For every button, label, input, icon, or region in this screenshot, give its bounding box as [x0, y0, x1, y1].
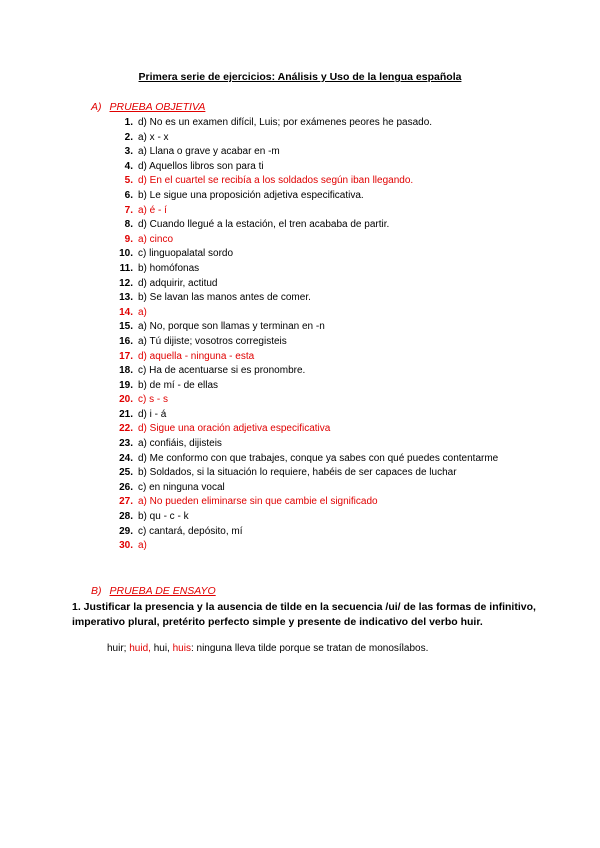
list-item: [100, 174, 520, 189]
list-item: [100, 350, 520, 365]
list-item: [100, 218, 520, 233]
item-answer: a) No, porque son llamas y terminan en -n: [138, 321, 325, 333]
essay-answer-1: [107, 643, 428, 654]
item-answer: d) Me conformo con que trabajes, conque ya sabes con qué puedes contentarme: [138, 452, 499, 464]
list-item: [100, 495, 520, 510]
section-b-heading: [91, 585, 216, 597]
item-number: 11.: [119, 262, 133, 274]
section-a-label: PRUEBA OBJETIVA: [109, 101, 206, 113]
answer-explanation: : ninguna lleva tilde porque se tratan de monosílabos.: [190, 643, 429, 654]
item-number: 12.: [119, 277, 133, 289]
list-item: [100, 233, 520, 248]
item-answer: c) en ninguna vocal: [138, 481, 225, 493]
list-item: [100, 393, 520, 408]
item-number: 2.: [124, 131, 133, 143]
item-answer: b) Se lavan las manos antes de comer.: [138, 292, 311, 304]
section-b-letter: B): [91, 585, 102, 597]
answer-word-huis: huis: [172, 643, 191, 654]
item-number: 16.: [119, 335, 133, 347]
item-answer: c) Ha de acentuarse si es pronombre.: [138, 365, 306, 377]
item-answer: d) Sigue una oración adjetiva especificativa: [138, 423, 331, 435]
item-answer: d) No es un examen difícil, Luis; por exámenes peores he pasado.: [138, 117, 433, 128]
item-number: 10.: [119, 248, 133, 260]
item-number: 26.: [119, 481, 133, 493]
item-number: 23.: [119, 438, 133, 450]
list-item: [100, 204, 520, 219]
item-number: 8.: [124, 219, 133, 231]
answer-list: [100, 116, 520, 554]
item-number: 1.: [124, 117, 133, 128]
item-number: 29.: [119, 525, 133, 537]
list-item: [100, 364, 520, 379]
list-item: [100, 160, 520, 175]
item-answer: c) cantará, depósito, mí: [138, 525, 243, 537]
list-item: [100, 335, 520, 350]
list-item: [100, 437, 520, 452]
list-item: [100, 247, 520, 262]
answer-word-huid: huid,: [129, 643, 151, 654]
list-item: [100, 116, 520, 131]
item-number: 17.: [119, 350, 133, 362]
item-answer: a) Llana o grave y acabar en -m: [138, 146, 280, 158]
list-item: [100, 539, 520, 554]
item-number: 25.: [119, 467, 133, 479]
section-a-letter: A): [91, 101, 102, 113]
item-answer: d) Aquellos libros son para ti: [138, 160, 264, 172]
item-answer: d) Cuando llegué a la estación, el tren acababa de partir.: [138, 219, 390, 231]
essay-question-1: 1. Justificar la presencia y la ausencia de tilde en la secuencia /ui/ de las formas de infinitivo, imperativo plural, pretérito perfecto simple y presente de indicativo del verbo huir.: [72, 601, 536, 628]
item-answer: a): [138, 540, 147, 552]
item-answer: a) confiáis, dijisteis: [138, 438, 222, 450]
item-number: 21.: [119, 408, 133, 420]
list-item: [100, 510, 520, 525]
item-answer: b) de mí - de ellas: [138, 379, 219, 391]
list-item: [100, 481, 520, 496]
item-number: 5.: [124, 175, 133, 187]
item-answer: b) qu - c - k: [138, 511, 189, 523]
list-item: [100, 131, 520, 146]
item-answer: a) x - x: [138, 131, 169, 143]
item-answer: d) i - á: [138, 408, 167, 420]
item-answer: a) é - í: [138, 204, 167, 216]
item-number: 30.: [119, 540, 133, 552]
list-item: [100, 291, 520, 306]
item-number: 3.: [124, 146, 133, 158]
item-number: 13.: [119, 292, 133, 304]
list-item: [100, 306, 520, 321]
item-number: 19.: [119, 379, 133, 391]
list-item: [100, 262, 520, 277]
item-number: 22.: [119, 423, 133, 435]
list-item: [100, 320, 520, 335]
item-number: 28.: [119, 511, 133, 523]
list-item: [100, 466, 520, 481]
item-answer: b) Soldados, si la situación lo requiere, habéis de ser capaces de luchar: [138, 467, 457, 479]
item-answer: d) aquella - ninguna - esta: [138, 350, 255, 362]
item-answer: a): [138, 306, 147, 318]
item-answer: c) s - s: [138, 394, 168, 406]
item-number: 24.: [119, 452, 133, 464]
item-number: 18.: [119, 365, 133, 377]
section-b-label: PRUEBA DE ENSAYO: [109, 585, 216, 597]
page-title: Primera serie de ejercicios: Análisis y Uso de la lengua española: [138, 71, 462, 83]
item-number: 20.: [119, 394, 133, 406]
list-item: [100, 189, 520, 204]
item-number: 27.: [119, 496, 133, 508]
list-item: [100, 277, 520, 292]
item-number: 15.: [119, 321, 133, 333]
item-number: 6.: [124, 189, 133, 201]
item-number: 9.: [124, 233, 133, 245]
item-answer: a) cinco: [138, 233, 174, 245]
item-answer: b) homófonas: [138, 262, 200, 274]
list-item: [100, 408, 520, 423]
list-item: [100, 452, 520, 467]
item-answer: d) adquirir, actitud: [138, 277, 218, 289]
item-answer: b) Le sigue una proposición adjetiva especificativa.: [138, 189, 364, 201]
list-item: [100, 525, 520, 540]
section-a-heading: [91, 101, 205, 113]
item-number: 4.: [124, 160, 133, 172]
list-item: [100, 145, 520, 160]
item-answer: d) En el cuartel se recibía a los soldados según iban llegando.: [138, 175, 414, 187]
answer-word-hui: hui,: [153, 643, 170, 654]
answer-word-huir: huir;: [107, 643, 127, 654]
item-answer: a) No pueden eliminarse sin que cambie el significado: [138, 496, 378, 508]
item-answer: c) linguopalatal sordo: [138, 248, 234, 260]
item-number: 14.: [119, 306, 133, 318]
item-number: 7.: [124, 204, 133, 216]
item-answer: a) Tú dijiste; vosotros corregisteis: [138, 335, 287, 347]
list-item: [100, 422, 520, 437]
list-item: [100, 379, 520, 394]
